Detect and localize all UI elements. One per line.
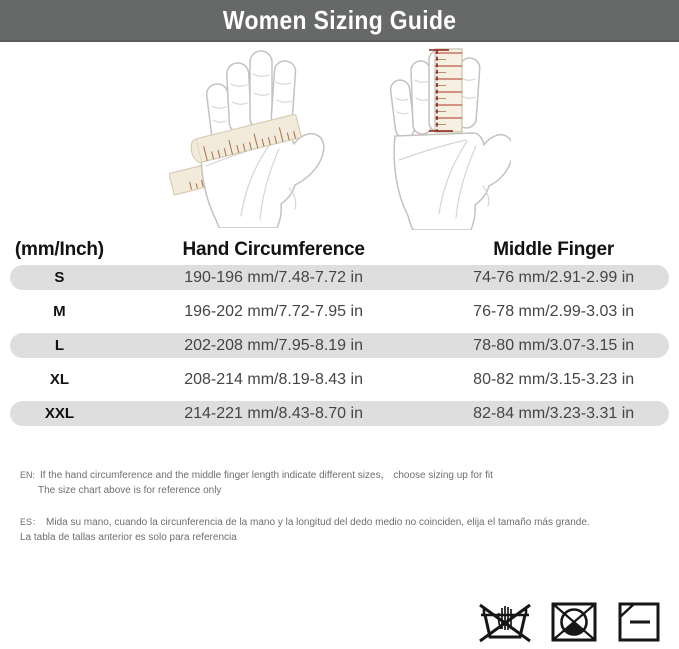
middle-finger-value: 80-82 mm/3.15-3.23 in xyxy=(473,370,635,388)
hand-circumference-value: 190-196 mm/7.48-7.72 in xyxy=(184,268,363,286)
hand-circumference-value: 202-208 mm/7.95-8.19 in xyxy=(184,336,363,354)
middle-finger-value: 78-80 mm/3.07-3.15 in xyxy=(473,336,635,354)
column-header-middle-finger: Middle Finger xyxy=(493,238,615,260)
dry-flat-in-shade-icon xyxy=(615,600,663,644)
table-row-xl xyxy=(10,367,669,392)
do-not-wash-icon xyxy=(477,600,533,644)
note-es-line1: Mida su mano, cuando la circunferencia de la mano y la longitud del dedo medio no coinciden, elija el tamaño más grande. xyxy=(46,517,590,528)
size-table xyxy=(10,234,669,426)
middle-finger-value: 82-84 mm/3.23-3.31 in xyxy=(473,404,635,422)
size-label: S xyxy=(54,269,65,286)
column-header-unit: (mm/Inch) xyxy=(14,238,104,260)
middle-finger-value: 76-78 mm/2.99-3.03 in xyxy=(473,302,635,320)
note-en-label: EN: xyxy=(20,470,36,480)
do-not-tumble-dry-icon xyxy=(548,600,600,644)
table-header-row xyxy=(10,234,669,265)
table-row-s xyxy=(10,265,669,290)
illustrations xyxy=(0,48,679,231)
hand-circumference-value: 196-202 mm/7.72-7.95 in xyxy=(184,302,363,320)
care-icons xyxy=(477,600,663,644)
hand-circumference-value: 214-221 mm/8.43-8.70 in xyxy=(184,404,363,422)
column-header-hand-circumference: Hand Circumference xyxy=(182,238,365,260)
size-label: M xyxy=(53,303,66,320)
note-es xyxy=(20,515,679,545)
table-row-m xyxy=(10,299,669,324)
size-label: XXL xyxy=(44,405,75,422)
page-title: Women Sizing Guide xyxy=(222,4,457,35)
middle-finger-value: 74-76 mm/2.91-2.99 in xyxy=(473,268,635,286)
note-en-line1: If the hand circumference and the middle finger length indicate different sizes， choose sizing up for fit xyxy=(40,470,493,481)
hand-with-ruler-icon xyxy=(389,48,511,230)
note-en xyxy=(20,468,679,498)
hand-with-tape-measure-icon xyxy=(169,48,327,228)
table-row-l xyxy=(10,333,669,358)
table-row-xxl xyxy=(10,401,669,426)
size-label: L xyxy=(54,337,64,354)
note-en-line2: The size chart above is for reference only xyxy=(38,485,222,496)
title-bar xyxy=(0,0,679,42)
note-es-line2: La tabla de tallas anterior es solo para referencia xyxy=(20,532,237,543)
note-es-label: ES： xyxy=(20,517,42,527)
size-label: XL xyxy=(49,371,69,388)
hand-circumference-value: 208-214 mm/8.19-8.43 in xyxy=(184,370,363,388)
notes xyxy=(20,468,679,545)
